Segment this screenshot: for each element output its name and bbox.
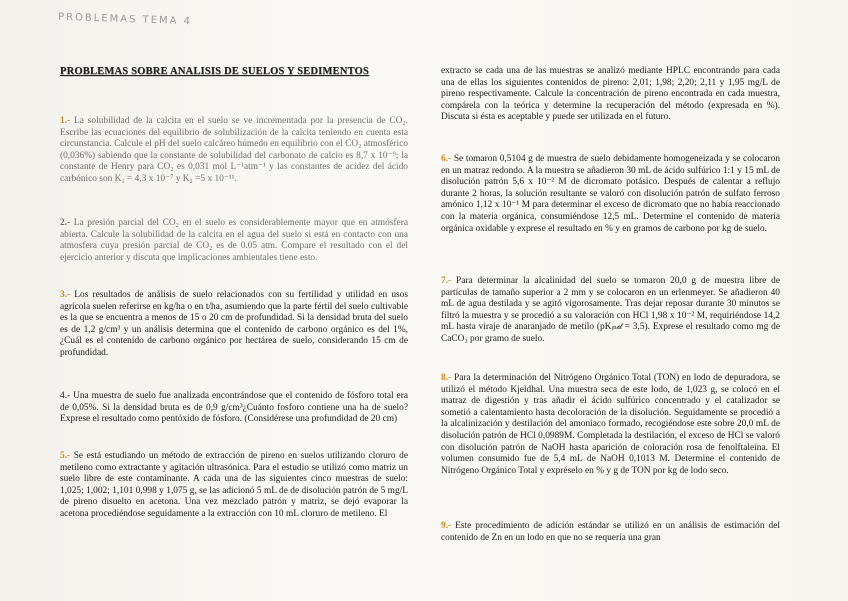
problem-6 xyxy=(441,154,780,235)
problem-text: Este procedimiento de adición estándar se utilizó en un análisis de estimación del contenido de Zn en un lodo en que no se requería una gran xyxy=(441,521,781,543)
problem-3 xyxy=(60,290,408,360)
problem-8 xyxy=(441,373,780,477)
problem-number: 4.- xyxy=(60,391,71,401)
problem-text: Los resultados de análisis de suelo relacionados con su fertilidad y utilidad en usos agrícola suelen referirse en kg/ha o en t/ha, asumiendo que la parte fértil del suelo cultivable es la que se encuentra a menos de 15 o 20 cm de profundidad. Si la densidad bruta del suelo es de 1,2 g/cm³ y un análisis determina que el contenido de carbono orgánico es del 1%, ¿Cuál es el contenido de carbono orgánico por hectárea de suelo, considerando 15 cm de profundidad. xyxy=(60,290,409,358)
problem-1 xyxy=(60,116,408,186)
problem-text: extracto se cada una de las muestras se analizó mediante HPLC encontrando para cada una de ellas los siguientes contenidos de pireno: 2,01; 1,98; 2,20; 2,11 y 1,95 mg/L de pireno respectivamente. Calcule la concentración de pireno encontrada en cada muestra, compárela con la teórica y determine la recuperación del método (expresada en %). Discuta si ésta es aceptable y puede ser utilizada en el futuro. xyxy=(441,66,780,123)
problem-number: 1.- xyxy=(60,116,71,126)
problem-9 xyxy=(441,521,780,544)
problem-5-continued xyxy=(441,66,780,124)
problem-text: La solubilidad de la calcita en el suelo se ve incrementada por la presencia de CO₂. Escribe las ecuaciones del equilibrio de solubilización de la calcita teniendo en cuenta esta circunstancia. Calcule el pH del suelo calcáreo húmedo en equilibrio con el CO₂ atmosférico (0,036%) sabiendo que la constante de solubilidad del carbonato de calcio es 8,7 x 10⁻⁹; la constante de Henry para CO₂ es 0,031 mol L⁻¹atm⁻¹ y las constantes de acidez del ácido carbónico son K₁ = 4,3 x 10⁻⁷ y K₂ =5 x 10⁻¹¹. xyxy=(60,116,409,184)
problem-text: Una muestra de suelo fue analizada encontrándose que el contenido de fósforo total era de 0,05%. Si la densidad bruta es de 0,9 g/cm³¿Cuánto fosforo contiene una ha de suelo? Exprese el resultado como pentóxido de fósforo. (Considérese una profundidad de 20 cm) xyxy=(60,391,408,425)
problem-text: Se tomaron 0,5104 g de muestra de suelo debidamente homogeneizada y se colocaron en un matraz redondo. A la muestra se añadieron 30 mL de ácido sulfúrico 1:1 y 15 mL de disolución patrón 5,6 x 10⁻² M de dicromato potásico. Después de calentar a reflujo durante 2 horas, la solución resultante se valoró con disolución patrón de sulfato ferroso amónico 1,12 x 10⁻¹ M para determinar el exceso de dicromato que no había reaccionado con la materia orgánica, consumiéndose 12,5 mL. Determine el contenido de materia orgánica oxidable y exprese el resultado en % y en gramos de carbono por kg de suelo. xyxy=(441,154,781,234)
problem-number: 6.- xyxy=(441,154,452,164)
problem-text: Se está estudiando un método de extracción de pireno en suelos utilizando cloruro de metileno como extractante y agitación ultrasónica. Para el estudio se utilizó como matriz un suelo libre de este contaminante. A cada una de las siguientes cinco muestras de suelo: 1,025; 1,002; 1,101 0,998 y 1,075 g, se las adicionó 5 mL de de disolución patrón de 5 mg/L de pireno disuelto en acetona. Una vez mezclado patrón y matriz, se dejó evaporar la acetona procediéndose seguidamente a la extracción con 10 mL cloruro de metileno. El xyxy=(60,451,408,519)
page-title: PROBLEMAS SOBRE ANALISIS DE SUELOS Y SEDIMENTOS xyxy=(60,66,369,77)
problem-text: La presión parcial del CO₂ en el suelo es considerablemente mayor que en atmósfera abierta. Calcule la solubilidad de la calcita en el agua del suelo si está en contacto con una atmosfera cuya presión parcial de CO₂ es de 0.05 atm. Compare el resultado con el del ejercicio anterior y discuta que implicaciones ambientales tiene esto. xyxy=(60,218,408,263)
problem-2 xyxy=(60,218,408,264)
problem-text: Para determinar la alcalinidad del suelo se tomaron 20,0 g de muestra libre de partículas de tamaño superior a 2 mm y se colocaron en un erlenmeyer. Se añadieron 40 mL de agua destilada y se agitó vigorosamente. Tras dejar reposar durante 30 minutos se filtró la muestra y se procedió a su valoración con HCl 1,98 x 10⁻² M, requiriéndose 14,2 mL hasta viraje de anaranjado de metilo (pKᵢₙ𝒹 = 3,5). Exprese el resultado como mg de CaCO₃ por gramo de suelo. xyxy=(441,276,780,344)
problem-4 xyxy=(60,391,408,426)
problem-number: 2.- xyxy=(60,218,71,228)
problem-text: Para la determinación del Nitrógeno Orgánico Total (TON) en lodo de depuradora, se utilizó el método Kjeldhal. Una muestra seca de este lodo, de 1,023 g, se colocó en el matraz de digestión y tras añadir el ácido sulfúrico concentrado y el catalizador se sometió a calentamiento hasta decoloración de la disolución. Seguidamente se procedió a la alcalinización y destilación del amoniaco formado, recogiéndose este sobre 20,0 mL de disolución patrón de HCl 0,0989M. Completada la destilación, el exceso de HCl se valoró con disolución patrón de NaOH hasta aparición de coloración rosa de fenolftaleína. El volumen consumido fue de 5,4 mL de NaOH 0,1013 M. Determine el contenido de Nitrógeno Orgánico Total y expréselo en % y g de TON por kg de lodo seco. xyxy=(441,373,780,476)
problem-number: 9.- xyxy=(441,521,452,531)
problem-number: 5.- xyxy=(60,451,71,461)
problem-number: 7.- xyxy=(441,276,452,286)
problem-7 xyxy=(441,276,780,346)
problem-5 xyxy=(60,451,408,521)
problem-number: 8.- xyxy=(441,373,452,383)
problem-number: 3.- xyxy=(60,290,71,300)
handwritten-note: PROBLEMAS TEMA 4 xyxy=(57,11,193,28)
